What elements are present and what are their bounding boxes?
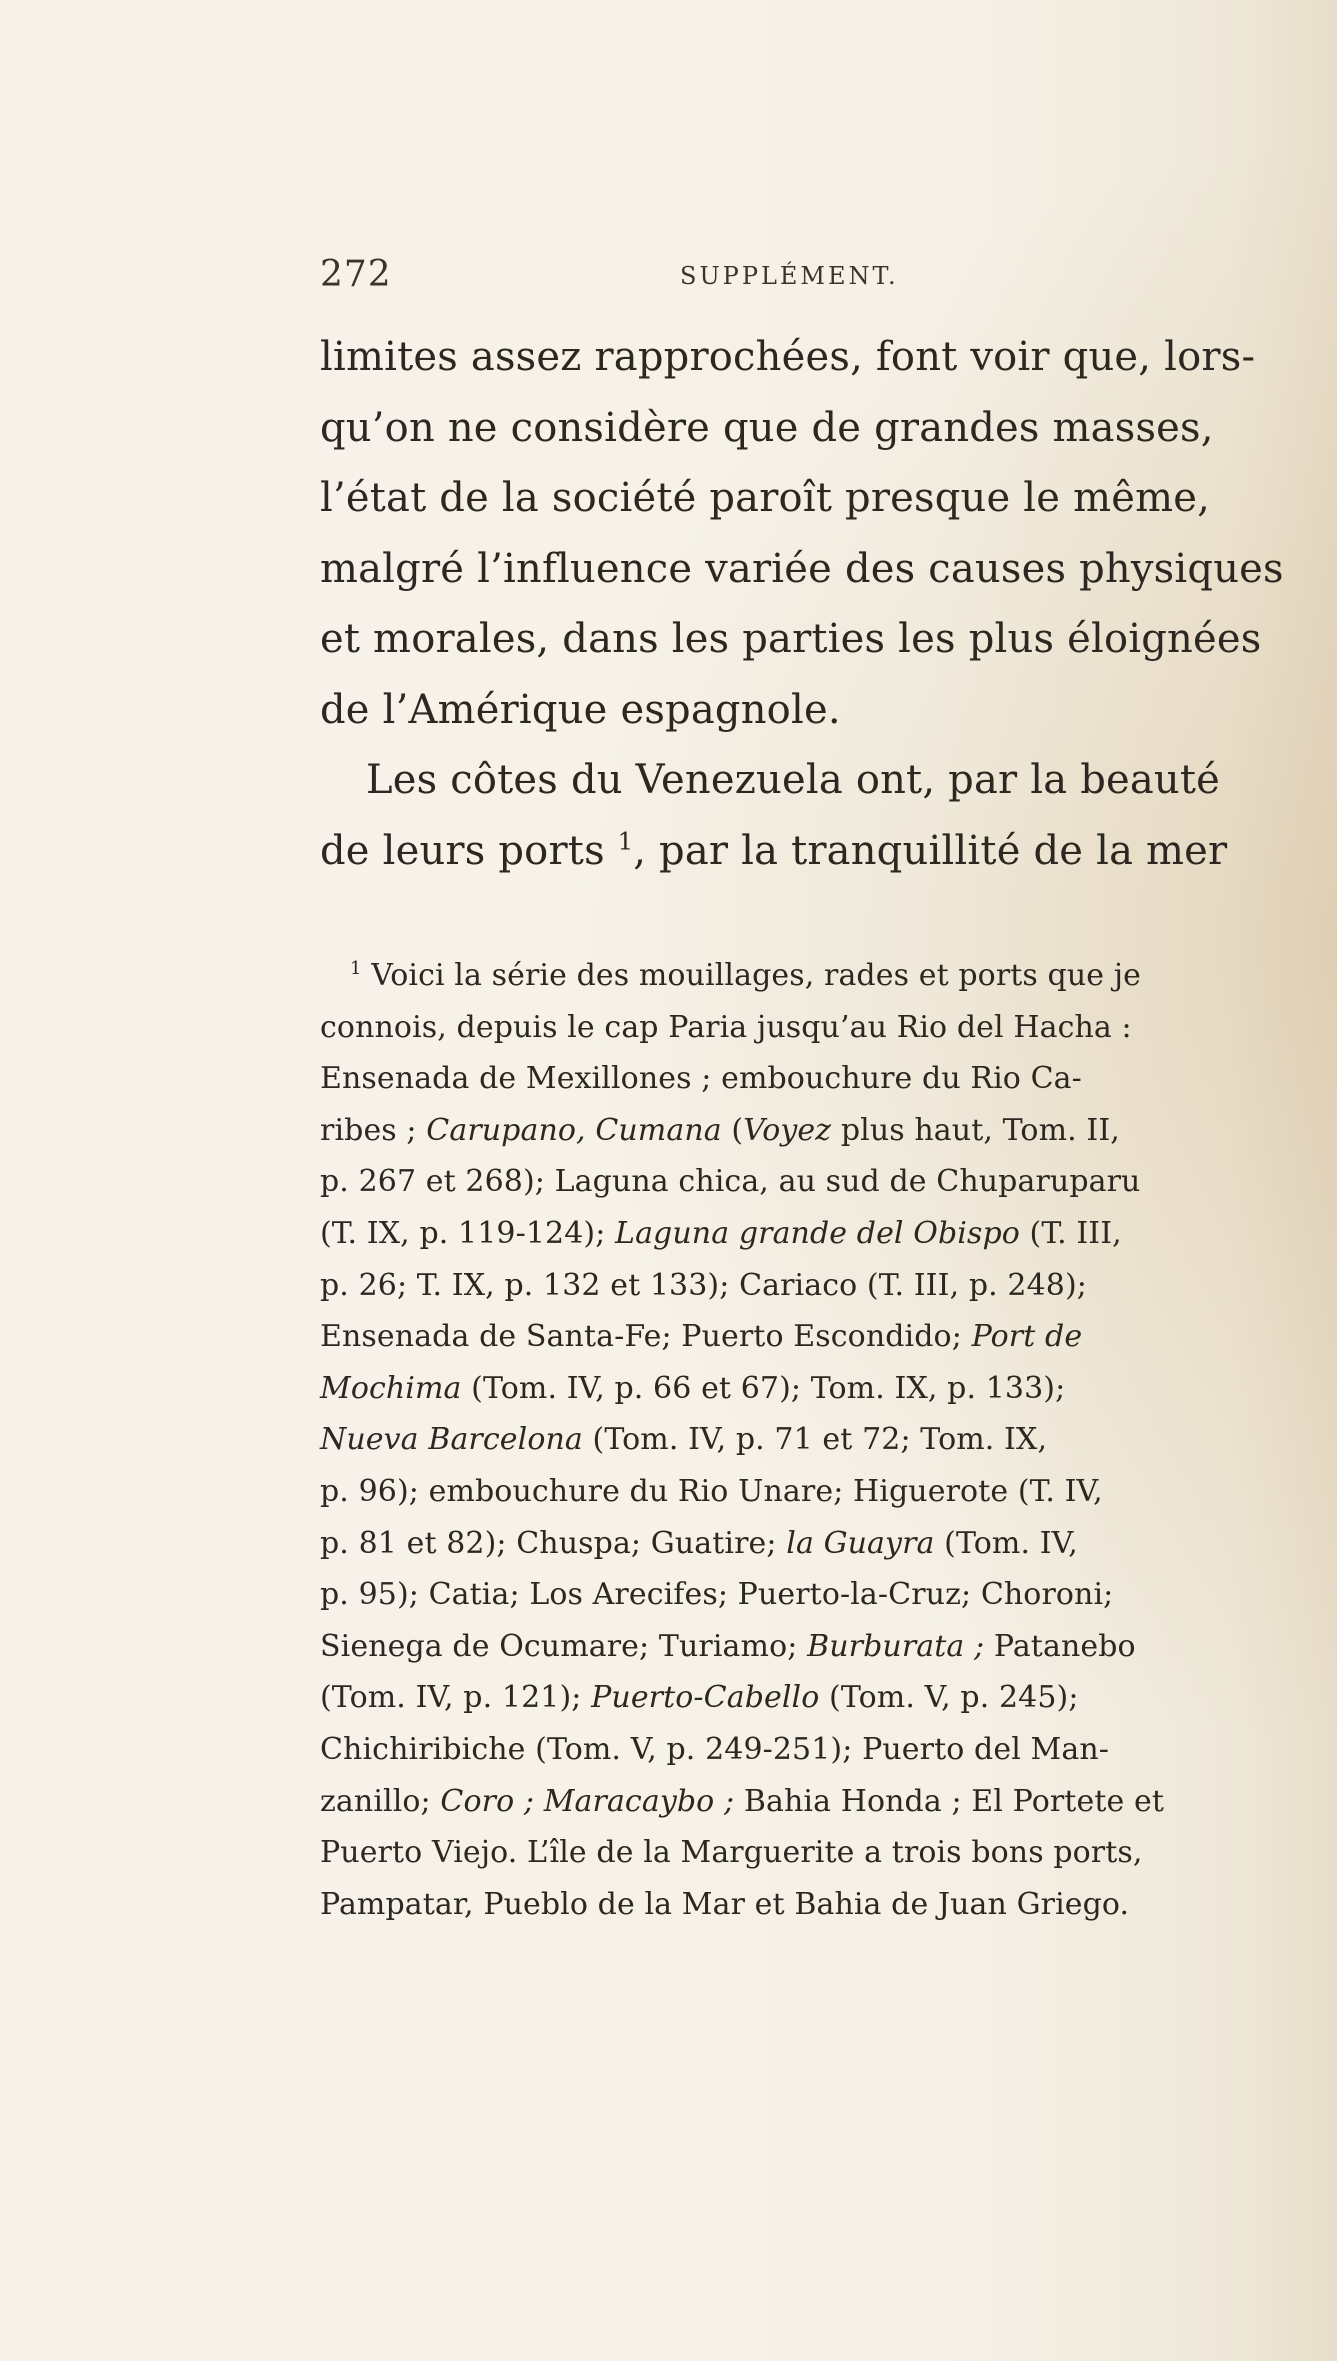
text-segment: (	[721, 1112, 744, 1148]
footnote-line	[320, 1518, 1260, 1570]
text-segment: ribes ;	[320, 1112, 427, 1148]
running-title: SUPPLÉMENT.	[680, 262, 899, 290]
footnote-line	[320, 1311, 1260, 1363]
text-segment: Bahia Honda ; El Portete et	[734, 1783, 1164, 1819]
footnote-reference: 1	[617, 827, 634, 856]
main-text-block	[320, 322, 1284, 886]
text-segment: (Tom. V, p. 245);	[819, 1680, 1079, 1716]
text-line: et morales, dans les parties les plus éloignées	[320, 616, 1262, 662]
footnote-line: Chichiribiche (Tom. V, p. 249-251); Puerto del Man-	[320, 1731, 1109, 1767]
italic-segment: Puerto-Cabello	[591, 1680, 820, 1716]
text-segment: , par la tranquillité de la mer	[633, 827, 1228, 874]
footnote-block	[320, 950, 1260, 1930]
text-segment: (Tom. IV, p. 71 et 72; Tom. IX,	[582, 1422, 1048, 1458]
text-line: malgré l’influence variée des causes physiques	[320, 545, 1284, 592]
text-segment: (T. III,	[1019, 1215, 1122, 1251]
page-number: 272	[320, 254, 392, 295]
text-segment: (Tom. IV,	[934, 1525, 1078, 1561]
text-line: l’état de la société paroît presque le même,	[320, 475, 1210, 521]
text-segment: Sienega de Ocumare; Turiamo;	[320, 1628, 808, 1664]
footnote-line	[320, 1776, 1260, 1828]
footnote-line	[320, 1208, 1260, 1260]
italic-segment: Carupano, Cumana	[426, 1112, 722, 1148]
footnote-marker: 1	[350, 958, 362, 979]
footnote-line: p. 95); Catia; Los Arecifes; Puerto-la-Cruz; Choroni;	[320, 1577, 1114, 1613]
text-segment: Voici la série des mouillages, rades et ports que je	[361, 958, 1142, 993]
footnote-line: p. 96); embouchure du Rio Unare; Higuerote (T. IV,	[320, 1473, 1103, 1509]
footnote-line: p. 267 et 268); Laguna chica, au sud de Chuparuparu	[320, 1164, 1141, 1200]
italic-segment: Coro ; Maracaybo ;	[440, 1783, 735, 1819]
text-line: limites assez rapprochées, font voir que, lors-	[320, 334, 1256, 380]
text-line: Les côtes du Venezuela ont, par la beauté	[366, 757, 1221, 803]
footnote-line	[320, 950, 1260, 1002]
footnote-line	[320, 1672, 1260, 1724]
italic-segment: Nueva Barcelona	[320, 1422, 583, 1458]
footnote-line	[320, 1363, 1260, 1415]
text-segment: (T. IX, p. 119-124);	[320, 1215, 616, 1251]
italic-segment: la Guayra	[786, 1525, 935, 1561]
text-segment: Ensenada de Santa-Fe; Puerto Escondido;	[320, 1319, 972, 1355]
footnote-line	[320, 1414, 1260, 1466]
text-segment: (Tom. IV, p. 66 et 67); Tom. IX, p. 133);	[461, 1370, 1066, 1406]
footnote-line	[320, 1105, 1260, 1157]
text-segment: Patanebo	[984, 1628, 1136, 1664]
text-segment: zanillo;	[320, 1783, 441, 1819]
text-segment: de leurs ports	[320, 827, 618, 874]
italic-segment: Mochima	[320, 1370, 462, 1406]
italic-segment: Burburata ;	[807, 1628, 985, 1664]
text-line	[320, 816, 1260, 887]
page-header	[320, 254, 900, 306]
footnote-line: p. 26; T. IX, p. 132 et 133); Cariaco (T. III, p. 248);	[320, 1267, 1087, 1303]
text-segment: p. 81 et 82); Chuspa; Guatire;	[320, 1525, 787, 1561]
footnote-line: Ensenada de Mexillones ; embouchure du Rio Ca-	[320, 1061, 1082, 1097]
footnote-line: connois, depuis le cap Paria jusqu’au Rio del Hacha :	[320, 1009, 1132, 1045]
footnote-line	[320, 1621, 1260, 1673]
text-segment: (Tom. IV, p. 121);	[320, 1680, 592, 1716]
text-segment: plus haut, Tom. II,	[831, 1112, 1120, 1148]
footnote-line: Pampatar, Pueblo de la Mar et Bahia de Juan Griego.	[320, 1886, 1130, 1922]
italic-segment: Port de	[971, 1319, 1083, 1355]
italic-segment: Voyez	[743, 1112, 832, 1148]
footnote-line: Puerto Viejo. L’île de la Marguerite a trois bons ports,	[320, 1835, 1143, 1871]
text-line: de l’Amérique espagnole.	[320, 686, 841, 733]
italic-segment: Laguna grande del Obispo	[615, 1215, 1020, 1251]
text-line: qu’on ne considère que de grandes masses,	[320, 404, 1214, 451]
